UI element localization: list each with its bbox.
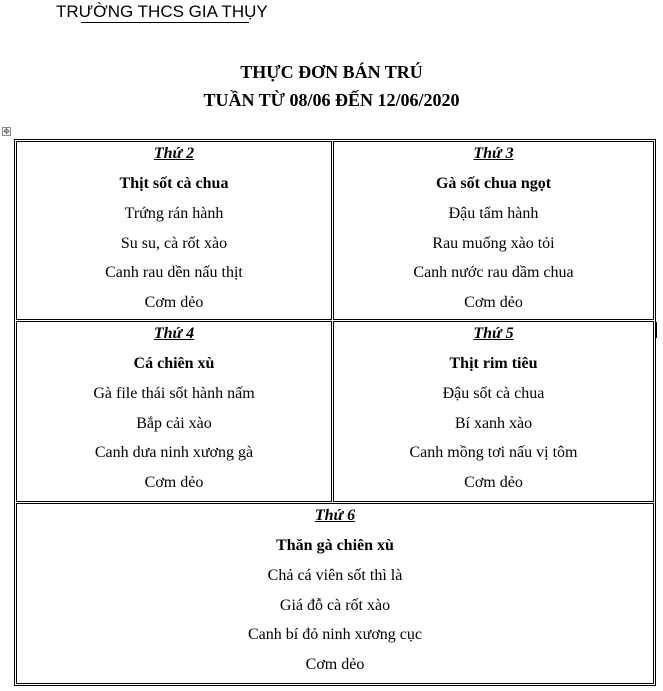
dish-item: Su su, cà rốt xào: [120, 235, 228, 252]
main-dish: Thịt rim tiêu: [449, 355, 538, 372]
day-label: Thứ 6: [314, 507, 356, 524]
dish-item: Canh nước rau dầm chua: [413, 264, 574, 281]
dish-item: Đậu tẩm hành: [448, 205, 539, 222]
main-dish: Thịt sốt cà chua: [119, 175, 229, 192]
dish-item: Canh dưa ninh xương gà: [94, 444, 254, 461]
school-name: TRƯỜNG THCS GIA THỤY: [56, 2, 268, 21]
move-arrows-icon[interactable]: ✥: [3, 127, 10, 136]
dish-item: Cơm dẻo: [464, 474, 523, 491]
school-name-underline: [81, 22, 249, 23]
dish-item: Rau muống xào tỏi: [432, 235, 555, 252]
main-dish: Thăn gà chiên xù: [276, 537, 394, 554]
dish-item: Cơm dẻo: [144, 294, 204, 311]
dish-item: Chả cá viên sốt thì là: [267, 567, 403, 584]
menu-cell-thu-2: [16, 141, 332, 320]
dish-item: Trứng rán hành: [124, 205, 224, 222]
page-subtitle: TUẦN TỪ 08/06 ĐẾN 12/06/2020: [203, 90, 460, 110]
dish-item: Canh rau dền nấu thịt: [105, 264, 243, 281]
dish-item: Canh bí đỏ ninh xương cục: [248, 626, 422, 643]
menu-cell-thu-6: [16, 503, 654, 684]
dish-item: Bắp cải xào: [136, 415, 212, 432]
dish-item: Đậu sốt cà chua: [442, 385, 545, 402]
day-label: Thứ 4: [153, 325, 195, 342]
dish-item: Giá đỗ cà rốt xào: [279, 597, 391, 614]
main-dish: Gà sốt chua ngọt: [435, 175, 552, 192]
dish-item: Canh mồng tơi nấu vị tôm: [409, 444, 578, 461]
dish-item: Cơm dẻo: [305, 656, 365, 673]
menu-cell-thu-4: [16, 321, 332, 502]
dish-item: Cơm dẻo: [144, 474, 204, 491]
menu-cell-thu-5: [333, 321, 654, 502]
text-cursor: [656, 322, 657, 338]
main-dish: Cá chiên xù: [133, 355, 215, 372]
dish-item: Bí xanh xào: [454, 415, 533, 432]
dish-item: Cơm dẻo: [464, 294, 523, 311]
page-title: THỰC ĐƠN BÁN TRÚ: [240, 62, 423, 82]
day-label: Thứ 3: [473, 145, 514, 162]
day-label: Thứ 2: [153, 145, 195, 162]
menu-cell-thu-3: [333, 141, 654, 320]
dish-item: Gà file thái sốt hành nấm: [93, 385, 255, 402]
day-label: Thứ 5: [473, 325, 514, 342]
